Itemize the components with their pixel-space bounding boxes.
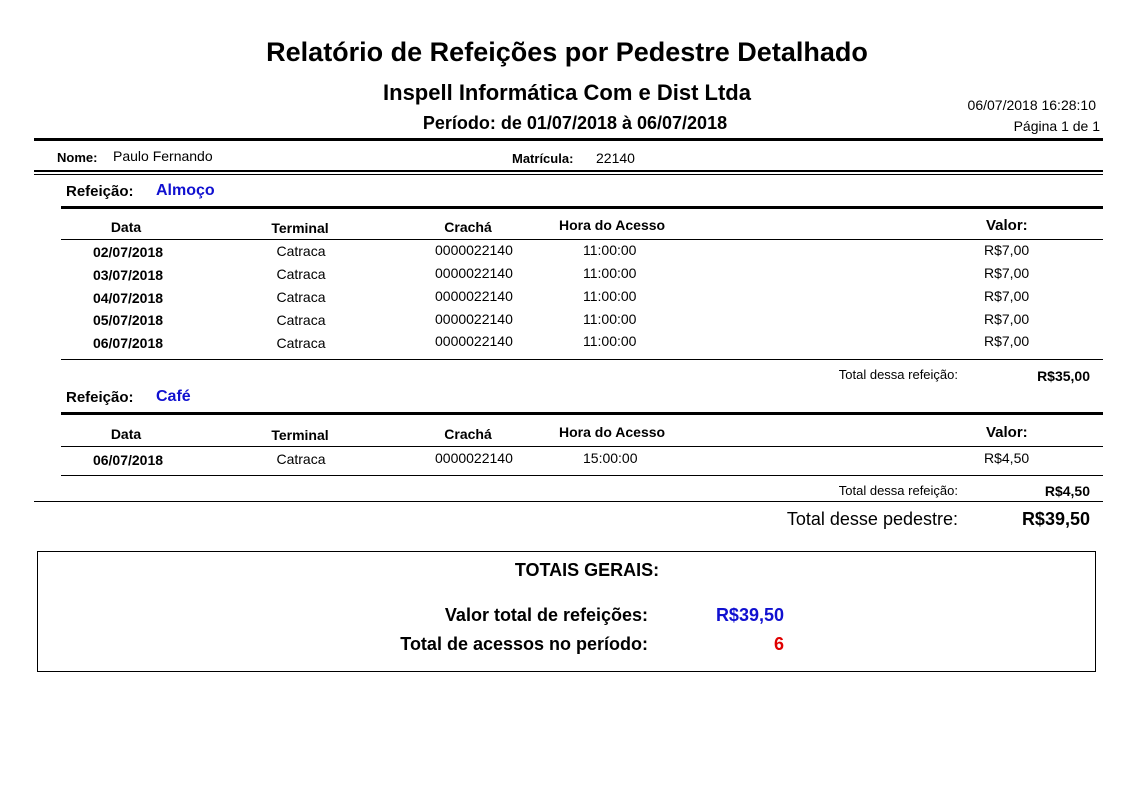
row-terminal: Catraca (276, 266, 326, 282)
row-terminal: Catraca (276, 451, 326, 467)
column-header-badge: Crachá (444, 426, 492, 442)
pedestrian-total-label: Total desse pedestre: (786, 509, 958, 529)
report-title: Relatório de Refeições por Pedestre Detalhado (266, 37, 868, 67)
page-number: Página 1 de 1 (1013, 118, 1100, 134)
row-value: R$7,00 (984, 265, 1030, 281)
row-date: 05/07/2018 (92, 312, 164, 328)
row-date: 02/07/2018 (92, 244, 164, 260)
row-time: 11:00:00 (583, 311, 637, 327)
column-header-time: Hora do Acesso (559, 217, 666, 233)
accesses-count: 6 (773, 634, 784, 654)
column-header-terminal: Terminal (271, 427, 329, 443)
column-header-date: Data (110, 426, 142, 442)
column-header-time: Hora do Acesso (559, 424, 666, 440)
row-date: 06/07/2018 (92, 335, 164, 351)
row-time: 11:00:00 (583, 288, 637, 304)
meal-table-bottom-rule (61, 359, 1103, 360)
meal-total-label: Total dessa refeição: (838, 367, 958, 382)
report-period: Período: de 01/07/2018 à 06/07/2018 (422, 113, 728, 133)
row-time: 11:00:00 (583, 242, 637, 258)
row-value: R$4,50 (984, 450, 1030, 466)
column-header-terminal: Terminal (271, 220, 329, 236)
column-header-value: Valor: (986, 217, 1028, 234)
meal-label: Refeição: (66, 183, 134, 200)
meal-total-value: R$35,00 (1037, 368, 1090, 384)
pedestrian-name: Paulo Fernando (113, 148, 213, 164)
row-terminal: Catraca (276, 243, 326, 259)
column-header-date: Data (110, 219, 142, 235)
meal-total-label: Total dessa refeição: (838, 483, 958, 498)
pedestrian-total-rule (34, 501, 1103, 502)
row-badge: 0000022140 (435, 265, 513, 281)
meals-value-label: Valor total de refeições: (444, 605, 648, 625)
row-value: R$7,00 (984, 288, 1030, 304)
column-header-value: Valor: (986, 424, 1028, 441)
meal-header-bottom-rule (61, 239, 1103, 240)
general-totals-title: TOTAIS GERAIS: (514, 560, 660, 580)
row-badge: 0000022140 (435, 311, 513, 327)
row-time: 11:00:00 (583, 333, 637, 349)
row-date: 06/07/2018 (92, 452, 164, 468)
report-datetime: 06/07/2018 16:28:10 (967, 97, 1096, 113)
id-label: Matrícula: (512, 151, 574, 166)
row-value: R$7,00 (984, 311, 1030, 327)
meal-header-top-rule (61, 206, 1103, 209)
row-badge: 0000022140 (435, 333, 513, 349)
row-value: R$7,00 (984, 242, 1030, 258)
company-name: Inspell Informática Com e Dist Ltda (383, 80, 751, 105)
meal-header-bottom-rule (61, 446, 1103, 447)
name-label: Nome: (57, 150, 98, 165)
row-terminal: Catraca (276, 335, 326, 351)
column-header-badge: Crachá (444, 219, 492, 235)
row-value: R$7,00 (984, 333, 1030, 349)
meal-header-top-rule (61, 412, 1103, 415)
meal-table-bottom-rule (61, 475, 1103, 476)
row-time: 15:00:00 (583, 450, 638, 466)
row-terminal: Catraca (276, 289, 326, 305)
row-badge: 0000022140 (435, 242, 513, 258)
meals-value: R$39,50 (715, 605, 784, 625)
pedestrian-total-value: R$39,50 (1021, 509, 1090, 529)
pedestrian-id: 22140 (596, 150, 635, 166)
row-date: 04/07/2018 (92, 290, 164, 306)
meal-label: Refeição: (66, 389, 134, 406)
meal-name: Café (156, 388, 191, 405)
row-badge: 0000022140 (435, 288, 513, 304)
header-divider (34, 138, 1103, 141)
row-time: 11:00:00 (583, 265, 637, 281)
meal-name: Almoço (156, 182, 215, 199)
row-date: 03/07/2018 (92, 267, 164, 283)
pedestrian-divider-2 (34, 174, 1103, 175)
row-terminal: Catraca (276, 312, 326, 328)
row-badge: 0000022140 (435, 450, 513, 466)
pedestrian-divider-1 (34, 170, 1103, 172)
accesses-label: Total de acessos no período: (400, 634, 648, 654)
meal-total-value: R$4,50 (1044, 483, 1090, 499)
